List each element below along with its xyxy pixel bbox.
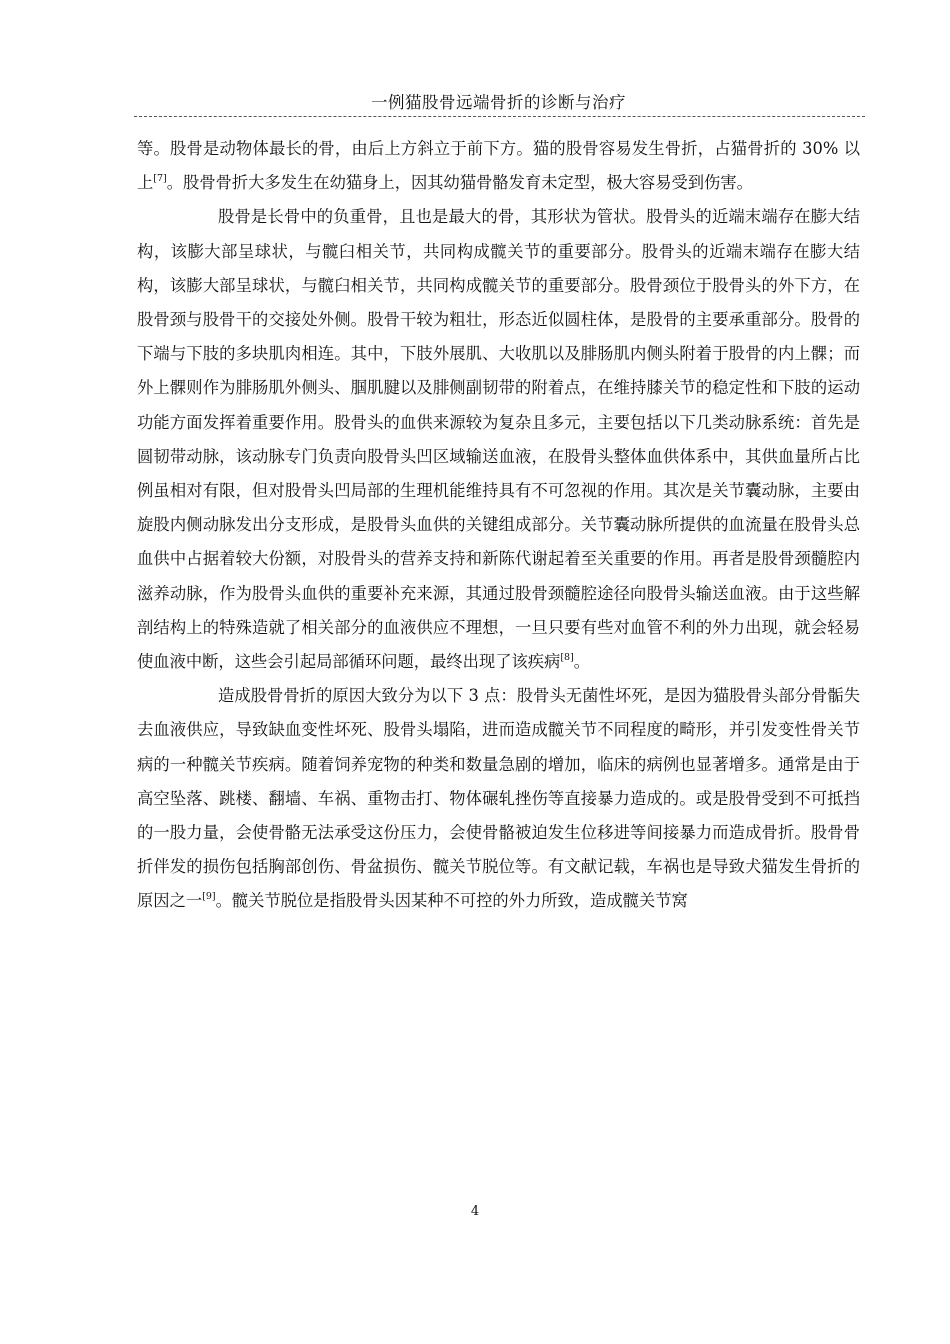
paragraph-text: 。髋关节脱位是指股骨头因某种不可控的外力所致，造成髋关节窝 — [215, 891, 688, 911]
paragraph-text: 等。股骨是动物体最长的骨，由后上方斜立于前下方。猫的股骨容易发生骨折，占猫骨折的 30% 以上 — [137, 139, 860, 193]
paragraph-text: 。 — [573, 652, 591, 672]
paragraph-text: 造成股骨骨折的原因大致分为以下 3 点：股骨头无菌性坏死，是因为猫股骨头部分骨骺失去血液供应，导致缺血变性坏死、股骨头塌陷，进而造成髋关节不同程度的畸形，并引发变性骨关节病的一种髋关节疾病。随着饲养宠物的种类和数量急剧的增加，临床的病例也显著增多。通常是由于高空坠落、跳楼、翻墙、车祸、重物击打、物体碾轧挫伤等直接暴力造成的。或是股骨受到不可抵挡的一股力量，会使骨骼无法承受这份压力，会使骨骼被迫发生位移进等间接暴力而造成骨折。股骨骨折伴发的损伤包括胸部创伤、骨盆损伤、髋关节脱位等。有文献记载，车祸也是导致犬猫发生骨折的原因之一 — [137, 686, 860, 911]
body-text — [137, 132, 860, 919]
page-number: 4 — [470, 1204, 480, 1219]
citation-reference: [8] — [560, 652, 574, 664]
header-divider — [134, 116, 865, 117]
paragraph-text: 。股骨骨折大多发生在幼猫身上，因其幼猫骨骼发育未定型，极大容易受到伤害。 — [166, 173, 753, 193]
body-paragraph — [137, 132, 860, 200]
running-header-title: 一例猫股骨远端骨折的诊断与治疗 — [371, 93, 626, 112]
body-paragraph — [137, 200, 860, 679]
citation-reference: [9] — [202, 891, 216, 903]
paragraph-text: 股骨是长骨中的负重骨，且也是最大的骨，其形状为管状。股骨头的近端末端存在膨大结构，该膨大部呈球状，与髋臼相关节，共同构成髋关节的重要部分。股骨头的近端末端存在膨大结构，该膨大部呈球状，与髋臼相关节，共同构成髋关节的重要部分。股骨颈位于股骨头的外下方，在股骨颈与股骨干的交接处外侧。股骨干较为粗壮，形态近似圆柱体，是股骨的主要承重部分。股骨的下端与下肢的多块肌肉相连。其中，下肢外展肌、大收肌以及腓肠肌内侧头附着于股骨的内上髁；而外上髁则作为腓肠肌外侧头、腘肌腱以及腓侧副韧带的附着点，在维持膝关节的稳定性和下肢的运动功能方面发挥着重要作用。股骨头的血供来源较为复杂且多元，主要包括以下几类动脉系统：首先是圆韧带动脉，该动脉专门负责向股骨头凹区域输送血液，在股骨头整体血供体系中，其供血量所占比例虽相对有限，但对股骨头凹局部的生理机能维持具有不可忽视的作用。其次是关节囊动脉，主要由旋股内侧动脉发出分支形成，是股骨头血供的关键组成部分。关节囊动脉所提供的血流量在股骨头总血供中占据着较大份额，对股骨头的营养支持和新陈代谢起着至关重要的作用。再者是股骨颈髓腔内滋养动脉，作为股骨头血供的重要补充来源，其通过股骨颈髓腔途径向股骨头输送血液。由于这些解剖结构上的特殊造就了相关部分的血液供应不理想，一旦只要有些对血管不利的外力出现，就会轻易使血液中断，这些会引起局部循环问题，最终出现了该疾病 — [137, 207, 860, 672]
body-paragraph — [137, 679, 860, 918]
citation-reference: [7] — [153, 173, 167, 185]
